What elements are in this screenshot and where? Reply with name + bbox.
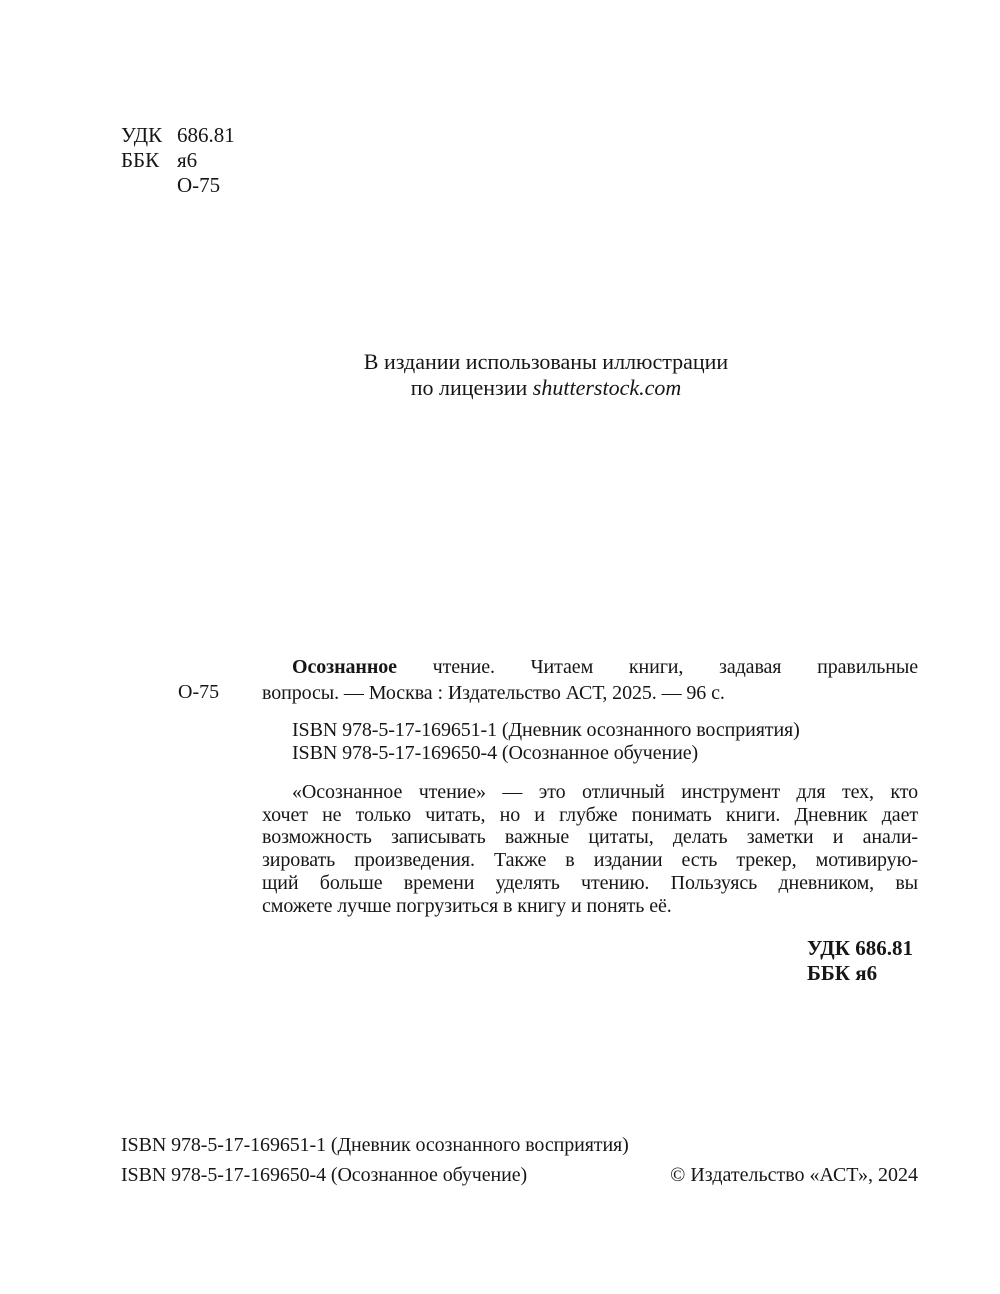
annotation-line: щий больше времени уделять чтению. Пользуясь дневником, вы — [262, 871, 918, 894]
license-note-source: shutterstock.com — [532, 375, 682, 400]
bbk-value: я6 — [177, 148, 198, 172]
isbn-line-1: ISBN 978-5-17-169651-1 (Дневник осознанного восприятия) — [292, 719, 800, 741]
udk-label: УДК — [121, 123, 163, 147]
bbk-code-bold: ББК я6 — [807, 961, 878, 985]
author-sign-spacer — [121, 173, 177, 198]
license-note-line2 — [92, 375, 1000, 401]
author-sign-row — [121, 173, 235, 198]
annotation-line: возможность записывать важные цитаты, делать заметки и анали- — [262, 826, 918, 849]
annotation-line: «Осознанное чтение» — это отличный инструмент для тех, кто — [292, 781, 918, 803]
annotation-line: зировать произведения. Также в издании есть трекер, мотивирую- — [262, 849, 918, 872]
annotation-line: хочет не только читать, но и глубже понимать книги. Дневник дает — [262, 803, 918, 826]
bibliographic-entry-line2: вопросы. — Москва : Издательство АСТ, 2025. — 96 с. — [262, 682, 725, 704]
bbk-label: ББК — [121, 148, 160, 172]
isbn-line-2: ISBN 978-5-17-169650-4 (Осознанное обучение) — [292, 742, 699, 764]
footer-isbn-line-1: ISBN 978-5-17-169651-1 (Дневник осознанного восприятия) — [121, 1134, 629, 1156]
publisher-copyright: © Издательство «АСТ», 2024 — [670, 1164, 918, 1186]
top-classification-block — [121, 123, 235, 198]
book-title-bold: Осознанное — [292, 656, 397, 678]
catalog-author-sign: О-75 — [178, 681, 220, 703]
isbn-block — [292, 719, 800, 765]
udk-value: 686.81 — [177, 123, 235, 147]
bibliographic-entry-line1 — [262, 654, 918, 680]
license-note-line2-prefix: по лицензии — [410, 375, 528, 400]
udk-row — [121, 123, 235, 148]
bibliographic-entry — [262, 654, 918, 706]
right-classification-block — [807, 936, 913, 986]
illustration-license-note — [92, 349, 1000, 401]
footer-isbn-line-2: ISBN 978-5-17-169650-4 (Осознанное обучение) — [121, 1163, 528, 1186]
license-note-line1: В издании использованы иллюстрации — [363, 349, 729, 374]
footer-isbn-block — [121, 1131, 629, 1190]
author-sign: О-75 — [177, 173, 221, 197]
bbk-row — [121, 148, 235, 173]
book-title-rest: чтение. Читаем книги, задавая правильные — [432, 656, 918, 678]
annotation-line: сможете лучше погрузиться в книгу и понять её. — [262, 894, 672, 917]
annotation-paragraph — [262, 781, 918, 917]
udk-code-bold: УДК 686.81 — [807, 936, 913, 960]
